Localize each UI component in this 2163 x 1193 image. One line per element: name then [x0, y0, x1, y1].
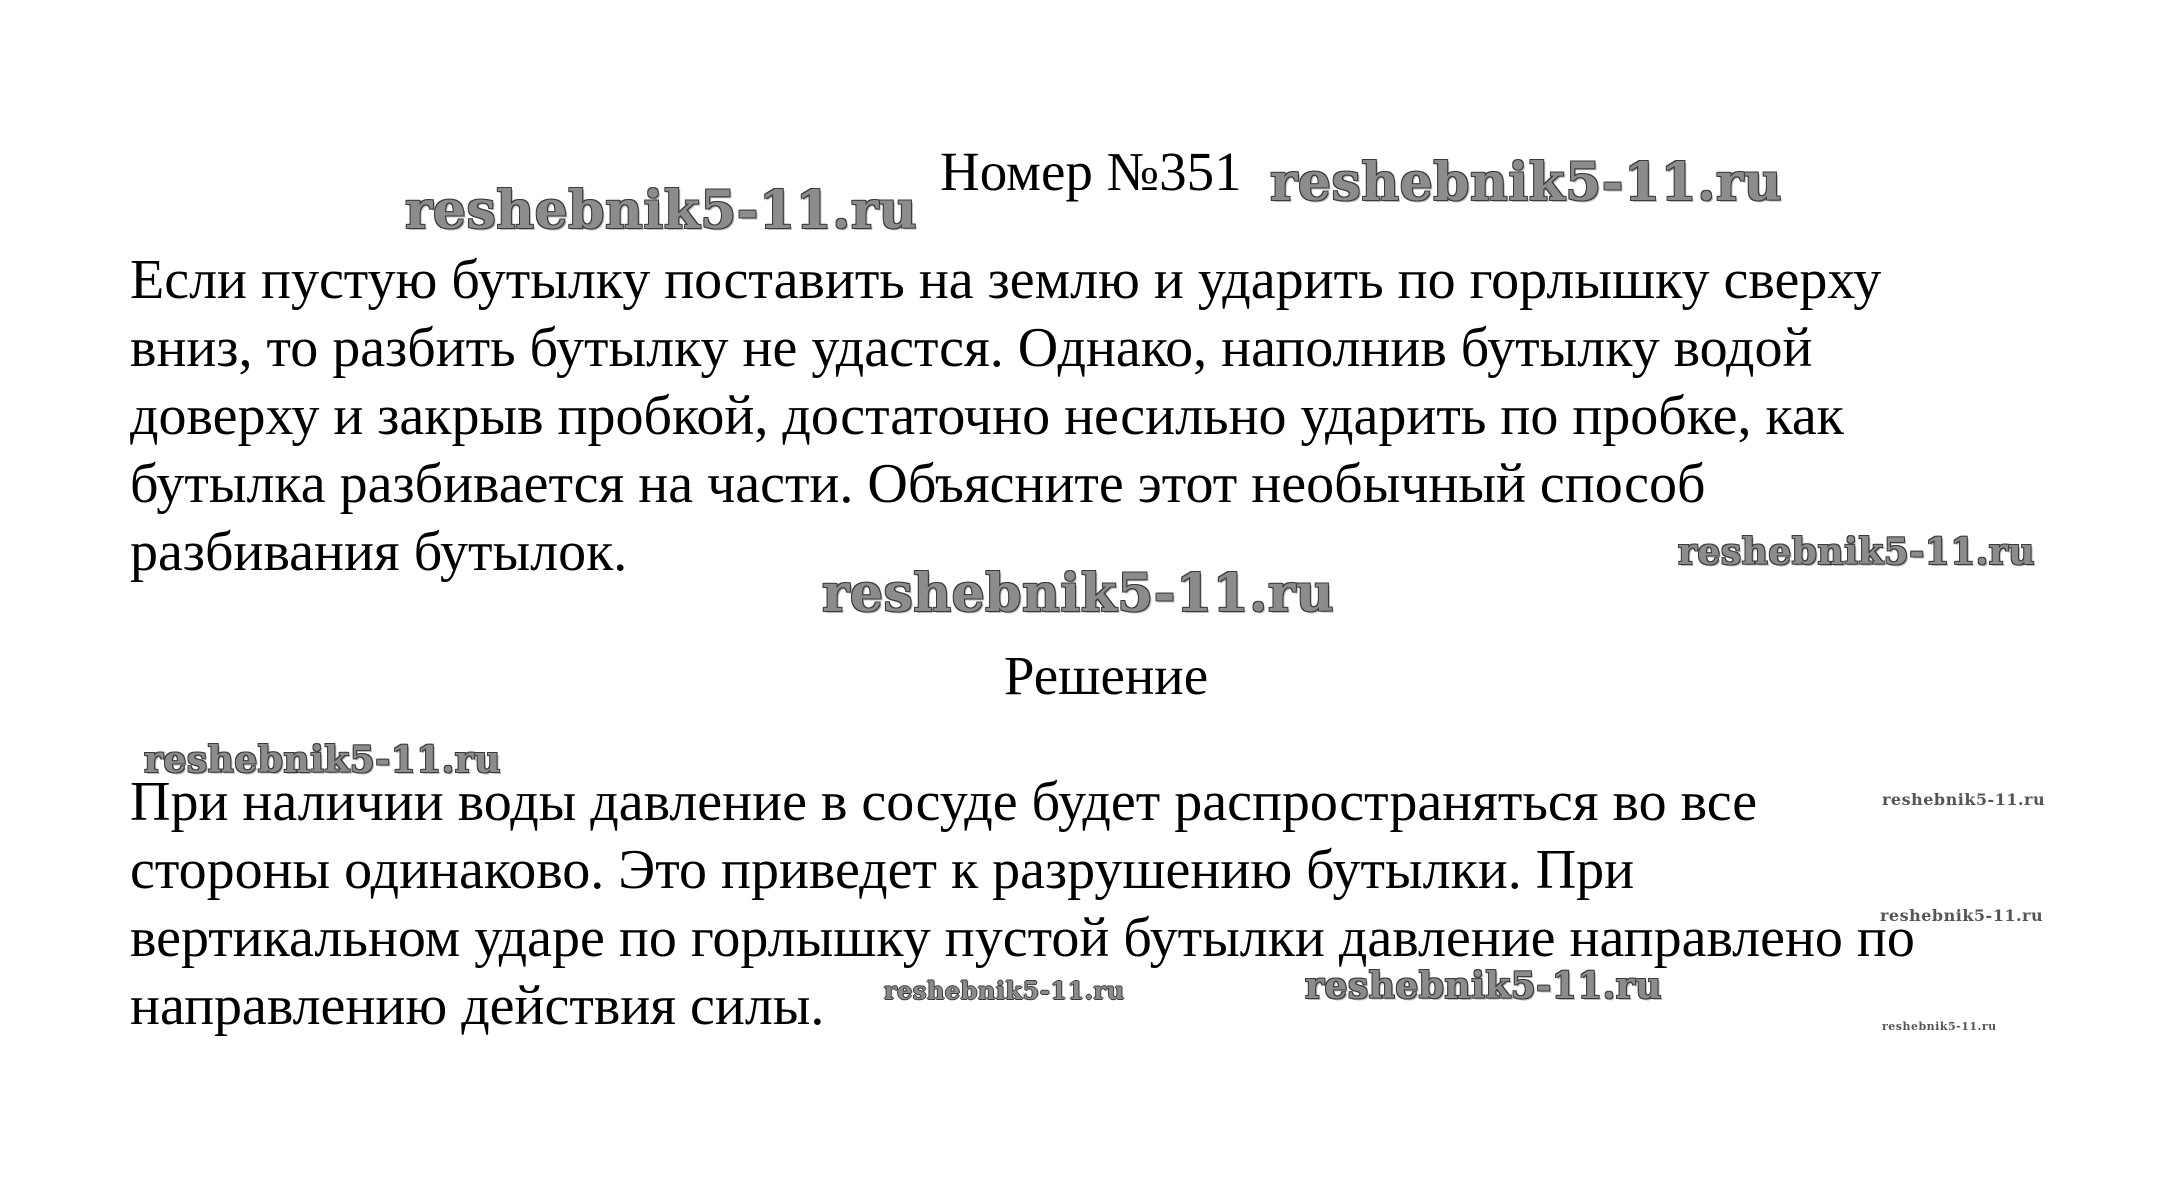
- watermark: reshebnik5-11.ru: [822, 563, 1335, 624]
- text-line: вертикальном ударе по горлышку пустой бутылки давление направлено по: [130, 907, 1915, 969]
- problem-title: Номер №351: [940, 141, 1242, 202]
- solution-heading: Решение: [1003, 645, 1209, 706]
- text-line: Если пустую бутылку поставить на землю и ударить по горлышку сверху: [130, 249, 1882, 311]
- problem-statement: [130, 246, 1881, 586]
- watermark: reshebnik5-11.ru: [405, 180, 918, 241]
- text-line: бутылка разбивается на части. Объясните этот необычный способ: [130, 453, 1706, 515]
- watermark: reshebnik5-11.ru: [1305, 965, 1662, 1007]
- text-line: разбивания бутылок.: [130, 521, 628, 583]
- text-line: стороны одинаково. Это приведет к разрушению бутылки. При: [130, 839, 1635, 901]
- solution-text: [130, 768, 1915, 1040]
- watermark: reshebnik5-11.ru: [144, 739, 501, 781]
- watermark: reshebnik5-11.ru: [1882, 790, 2046, 809]
- watermark: reshebnik5-11.ru: [1882, 1020, 1997, 1033]
- text-line: При наличии воды давление в сосуде будет распространяться во все: [130, 771, 1758, 833]
- text-line: вниз, то разбить бутылку не удастся. Однако, наполнив бутылку водой: [130, 317, 1813, 379]
- text-line: направлению действия силы.: [130, 975, 825, 1037]
- text-line: доверху и закрыв пробкой, достаточно несильно ударить по пробке, как: [130, 385, 1844, 447]
- watermark: reshebnik5-11.ru: [1270, 152, 1783, 213]
- watermark: reshebnik5-11.ru: [884, 976, 1125, 1005]
- watermark: reshebnik5-11.ru: [1678, 531, 2035, 573]
- watermark: reshebnik5-11.ru: [1880, 906, 2044, 925]
